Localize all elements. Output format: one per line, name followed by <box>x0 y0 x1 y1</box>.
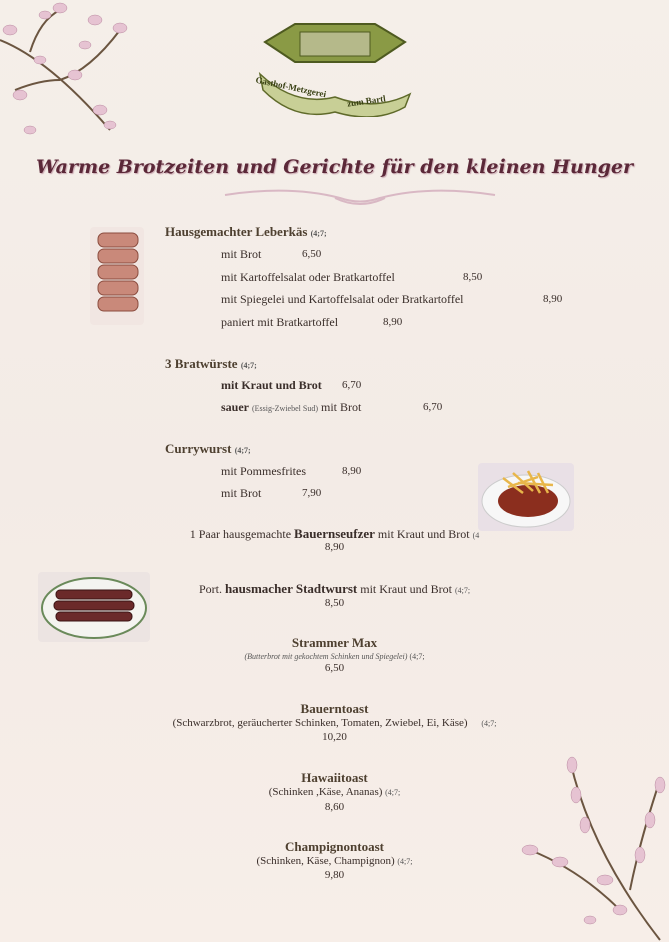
leberkaes-item-4: paniert mit Bratkartoffel <box>221 315 339 329</box>
leberkaes-note: (4;7; <box>310 229 327 238</box>
currywurst-item-2: mit Brot <box>221 486 262 500</box>
bratwurst-item-1: mit Kraut und Brot <box>221 378 322 392</box>
cherry-blossom-top-left-icon <box>0 0 150 150</box>
logo-line1: Gasthof-Metzgerei <box>254 74 328 100</box>
strammer-price: 6,50 <box>324 662 345 674</box>
hawaii-name: Hawaiitoast <box>301 770 368 785</box>
currywurst-name: Currywurst (4;7; <box>165 441 251 456</box>
currywurst-price-2: 7,90 <box>302 487 322 499</box>
strammer-desc: (Butterbrot mit gekochtem Schinken und Spiegelei) (4;7; <box>244 652 425 661</box>
leberkaes-name <box>165 224 327 240</box>
hawaii-price: 8,60 <box>324 801 345 813</box>
champignon-price: 9,80 <box>324 869 345 881</box>
logo-emblem-icon <box>255 12 415 117</box>
leberkaes-item-3: mit Spiegelei und Kartoffelsalat oder Bratkartoffel <box>221 292 464 306</box>
bratwurst-item-2: sauer (Essig-Zwiebel Sud) mit Brot <box>221 400 362 414</box>
hawaii-desc: (Schinken ,Käse, Ananas) (4;7; <box>268 786 401 798</box>
stadtwurst-price: 8,50 <box>324 597 345 609</box>
leberkaes-price-3: 8,90 <box>543 293 563 305</box>
currywurst-price-1: 8,90 <box>342 465 362 477</box>
leberkaes-item-2: mit Kartoffelsalat oder Bratkartoffel <box>221 270 395 284</box>
champignon-desc: (Schinken, Käse, Champignon) (4;7; <box>256 855 413 867</box>
logo-line2: zum Bartl <box>346 93 387 109</box>
bauerntoast-desc: (Schwarzbrot, geräucherter Schinken, Tomaten, Zwiebel, Ei, Käse) (4;7; <box>172 717 497 729</box>
champignon-name: Champignontoast <box>285 839 384 854</box>
leberkaes-price-4: 8,90 <box>383 316 403 328</box>
bauernseufzer-line: 1 Paar hausgemachte Bauernseufzer mit Kraut und Brot (4 <box>189 526 480 541</box>
currywurst-item-1: mit Pommesfrites <box>221 464 306 478</box>
page-title: Warme Brotzeiten und Gerichte für den kleinen Hunger <box>35 156 634 178</box>
leberkaes-title: Hausgemachter Leberkäs <box>165 224 308 239</box>
leberkaes-price-2: 8,50 <box>463 271 483 283</box>
bauerntoast-price: 10,20 <box>322 731 347 743</box>
bauerntoast-name: Bauerntoast <box>300 701 369 716</box>
logo <box>255 12 415 117</box>
currywurst-photo <box>478 463 574 531</box>
bratwurst-price-1: 6,70 <box>342 379 362 391</box>
bratwurst-price-2: 6,70 <box>423 401 443 413</box>
leberkaes-item-1: mit Brot <box>221 247 262 261</box>
bratwurst-name: 3 Bratwürste (4;7; <box>165 356 257 371</box>
leberkaes-price-1: 6,50 <box>302 248 322 260</box>
stadtwurst-line: Port. hausmacher Stadtwurst mit Kraut und Brot (4;7; <box>198 581 471 596</box>
bauernseufzer-price: 8,90 <box>324 541 345 553</box>
leberkaes-photo <box>90 227 144 325</box>
title-flourish <box>220 180 500 210</box>
strammer-name: Strammer Max <box>291 635 378 650</box>
